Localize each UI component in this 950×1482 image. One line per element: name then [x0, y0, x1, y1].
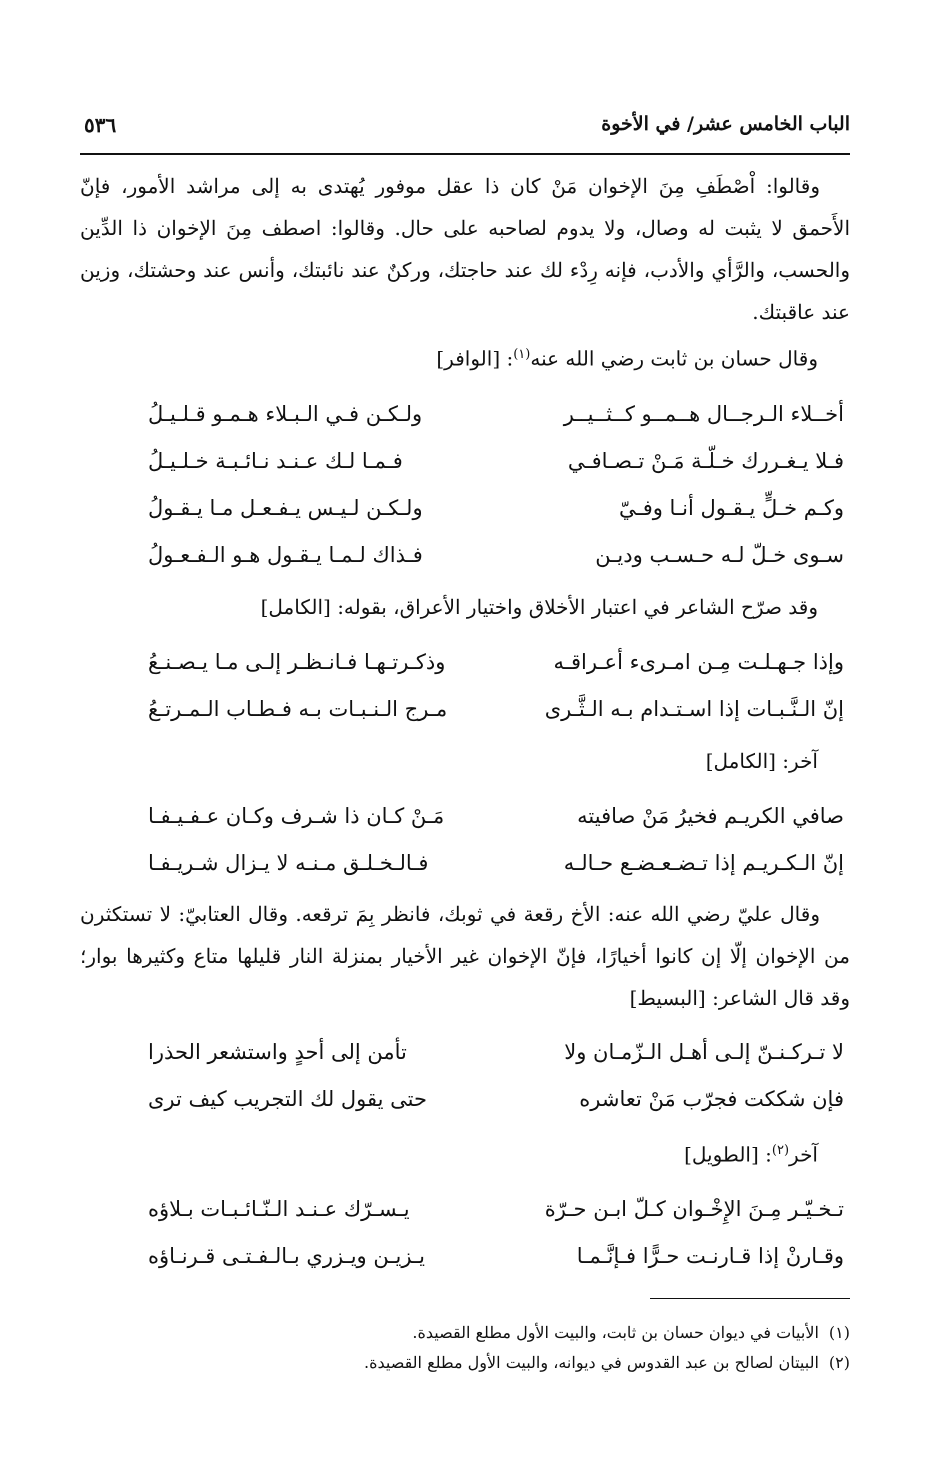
verse-line	[80, 391, 850, 438]
hemistich-second: يـسـرّك عـنـد الـنّـائـبـات بـلاؤه	[148, 1197, 410, 1222]
hemistich-first: أخــلاء الـرجــال هــمــو كــثــيــر	[563, 401, 844, 426]
hemistich-first: إنّ الـنَّـبـات إذا اسـتـدام بـه الـثَّـرى	[544, 696, 844, 721]
poem-5	[80, 1186, 850, 1280]
footnote-text: البيتان لصالح بن عبد القدوس في ديوانه، والبيت الأول مطلع القصيدة.	[364, 1353, 819, 1372]
hemistich-first: وكـم خـلٍّ يـقـول أنـا وفـيّ	[619, 495, 844, 520]
verse-intro-1-meter: : [الوافر]	[436, 346, 514, 371]
poem-2	[80, 639, 850, 733]
verse-line	[80, 485, 850, 532]
hemistich-second: وذكـرتـهـا فـانـظـر إلـى مـا يـصـنـعُ	[148, 649, 446, 674]
verse-line	[80, 793, 850, 840]
footnote	[364, 1318, 850, 1348]
paragraph-1: وقالوا: اْصْطَفِ مِنَ الإخوان مَنْ كان ذا عقل موفور يُهتدى به إلى مراشد الأمور، فإنّ الأَحمق لا يثبت له وصال، ولا يدوم لصاحبه على حال. وقالوا: اصطف مِنَ الإخوان ذا الدِّين والحسب، والرَّأي والأدب، فإنه رِدْء لك عند حاجتك، وركنٌ عند نائبتك، وأنس عند وحشتك، وزين عند عاقبتك.	[80, 174, 850, 324]
verse-line	[80, 1029, 850, 1076]
poem-4	[80, 1029, 850, 1123]
verse-intro-1-text: وقال حسان بن ثابت رضي الله عنه	[530, 346, 818, 371]
verse-line	[80, 686, 850, 733]
page-number: ٥٣٦	[84, 113, 117, 137]
verse-intro-2: وقد صرّح الشاعر في اعتبار الأخلاق واختيار الأعراق، بقوله: [الكامل]	[260, 594, 818, 619]
footnote-ref-1: (١)	[513, 347, 531, 362]
hemistich-first: سـوى خـلّ لـه حـسـب وديـن	[595, 542, 844, 567]
footnote-rule	[650, 1298, 850, 1299]
verse-intro-3: آخر: [الكامل]	[705, 748, 818, 773]
hemistich-second: تأمن إلى أحدٍ واستشعر الحذرا	[148, 1039, 407, 1064]
hemistich-second: مَـنْ كـان ذا شـرف وكـان عـفـيـفـا	[148, 803, 445, 828]
chapter-title: الباب الخامس عشر/ في الأخوة	[601, 113, 850, 135]
hemistich-second: ولـكـن فـي الـبـلاء هـمـو قـلـيـلُ	[148, 401, 423, 426]
poem-3	[80, 793, 850, 887]
verse-line	[80, 639, 850, 686]
hemistich-first: صافي الكريـم فخيرُ مَنْ صافيته	[577, 803, 844, 828]
paragraph-2: وقال عليّ رضي الله عنه: الأخ رقعة في ثوبك، فانظر بِمَ ترقعه. وقال العتابيّ: لا تستكثرن من الإخوان إلّا إن كانوا أخيارًا، فإنّ الإخوان غير الأخيار بمنزلة النار قليلها متاع وكثيرها بوار؛ وقد قال الشاعر: [البسيط]	[80, 901, 850, 1010]
hemistich-second: فـذاك لـمـا يـقـول هـو الـفـعـولُ	[148, 542, 423, 567]
hemistich-first: إنّ الـكـريـم إذا تـضـعـضـع حـالـه	[563, 850, 844, 875]
hemistich-second: فـمـا لـك عـنـد نـائـبـة خـلـيـلُ	[148, 448, 403, 473]
verse-intro-5-text: آخر	[789, 1142, 818, 1167]
header-rule	[80, 153, 850, 155]
hemistich-second: فـالـخـلـق مـنـه لا يـزال شـريـفـا	[148, 850, 429, 875]
footnote-number: (١)	[828, 1323, 850, 1342]
verse-intro-1	[80, 333, 850, 381]
hemistich-first: وإذا جـهـلـت مِـن امـرىء أعـراقـه	[553, 649, 844, 674]
verse-line	[80, 840, 850, 887]
verse-line	[80, 1186, 850, 1233]
verse-intro-5	[80, 1129, 850, 1177]
poem-1	[80, 391, 850, 579]
footnote-ref-2: (٢)	[771, 1142, 790, 1158]
footnote-number: (٢)	[828, 1353, 850, 1372]
hemistich-first: وقـارنْ إذا قـارنـت حـرًّا فـإنَّـمـا	[576, 1244, 844, 1269]
hemistich-first: فـلا يـغـررك خـلّـة مَـنْ تـصـافـي	[567, 448, 844, 473]
hemistich-second: ولـكـن لـيـس يـفـعـل مـا يـقـولُ	[148, 495, 423, 520]
page	[80, 95, 850, 1286]
footnotes	[364, 1318, 850, 1378]
body-text	[80, 165, 850, 1280]
hemistich-second: حتى يقول لك التجريب كيف ترى	[148, 1086, 427, 1111]
hemistich-first: فإن شككت فجرّب مَنْ تعاشره	[579, 1086, 844, 1111]
verse-line	[80, 532, 850, 579]
hemistich-second: مـرج الـنـبـات بـه فـطـاب الـمـرتـعُ	[148, 696, 448, 721]
verse-line	[80, 1233, 850, 1280]
hemistich-first: لا تـركـنـنّ إلـى أهـل الـزّمـان ولا	[564, 1039, 844, 1064]
footnote	[364, 1348, 850, 1378]
footnote-text: الأبيات في ديوان حسان بن ثابت، والبيت الأول مطلع القصيدة.	[412, 1323, 819, 1342]
running-header	[80, 95, 850, 151]
verse-line	[80, 1076, 850, 1123]
hemistich-second: يـزيـن ويـزري بـالـفـتـى قـرنـاؤه	[148, 1244, 425, 1269]
verse-line	[80, 438, 850, 485]
hemistich-first: تـخـيّـر مِـنَ الإِخْـوان كـلّ ابـن حـرّة	[544, 1197, 844, 1222]
verse-intro-5-meter: : [الطويل]	[684, 1142, 772, 1167]
